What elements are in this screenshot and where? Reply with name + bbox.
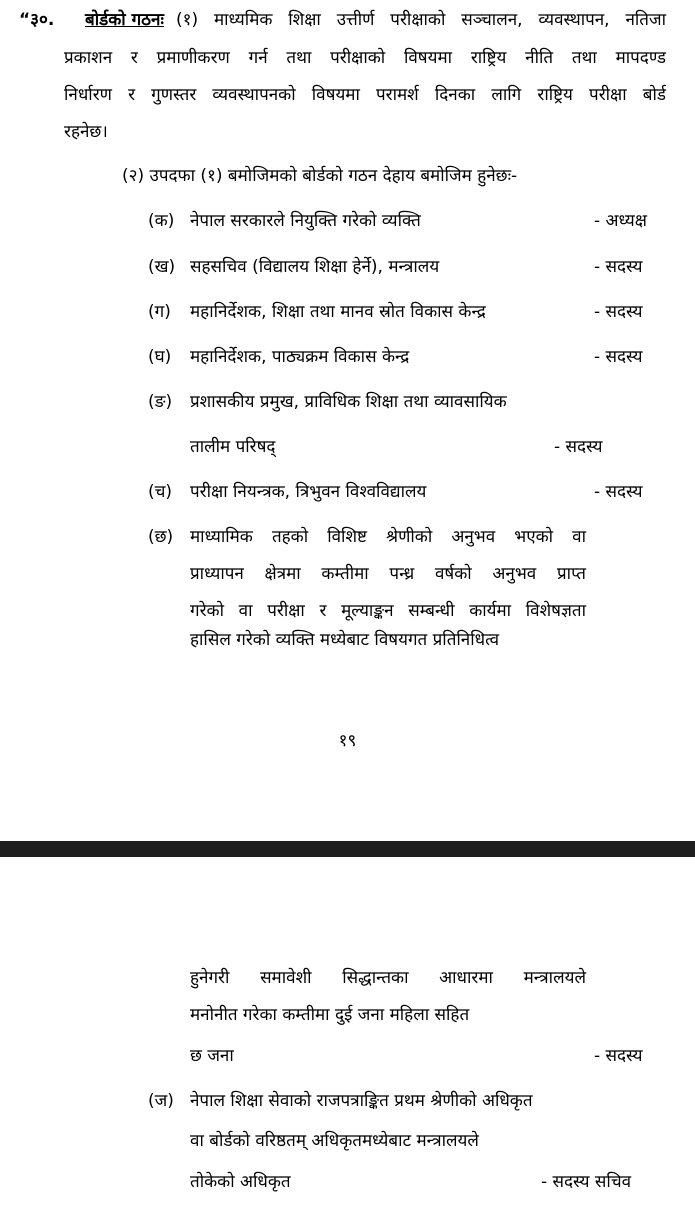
member-text: प्रशासकीय प्रमुख, प्राविधिक शिक्षा तथा व्यावसायिक: [190, 392, 507, 412]
page-divider: [0, 841, 695, 857]
member-label: (ङ): [148, 392, 173, 412]
member-role: - सदस्य: [594, 302, 643, 322]
member-label: (ज): [148, 1091, 174, 1111]
member-label: (क): [148, 211, 175, 231]
section-text-line-3: निर्धारण र गुणस्तर व्यवस्थापनको विषयमा परामर्श दिनका लागि राष्ट्रिय परीक्षा बोर्ड: [64, 85, 666, 105]
member-text: वा बोर्डको वरिष्ठतम् अधिकृतमध्येबाट मन्त्रालयले: [190, 1131, 479, 1151]
member-role: - सदस्य: [554, 437, 603, 457]
member-text: नेपाल सरकारले नियुक्ति गरेको व्यक्ति: [190, 211, 421, 231]
member-role: - सदस्य: [594, 1046, 643, 1066]
continuation-text: हुनेगरी समावेशी सिद्धान्तका आधारमा मन्त्रालयले: [190, 968, 586, 988]
member-label: (ख): [148, 257, 176, 277]
member-text: तालीम परिषद्: [190, 437, 276, 457]
member-text: नेपाल शिक्षा सेवाको राजपत्राङ्कित प्रथम श्रेणीको अधिकृत: [190, 1091, 533, 1111]
member-text: परीक्षा नियन्त्रक, त्रिभुवन विश्वविद्यालय: [190, 482, 427, 502]
section-text-line-4: रहनेछ।: [64, 122, 108, 142]
member-text: तोकेको अधिकृत: [190, 1172, 291, 1192]
page-number: १९: [338, 731, 357, 751]
member-text: माध्यामिक तहको विशिष्ट श्रेणीको अनुभव भएको वा: [190, 527, 586, 547]
subsection-2: (२) उपदफा (१) बमोजिमको बोर्डको गठन देहाय बमोजिम हुनेछः-: [122, 166, 518, 186]
continuation-text: छ जना: [190, 1046, 234, 1066]
member-role: - सदस्य: [594, 482, 643, 502]
member-role: - सदस्य: [594, 347, 643, 367]
member-text: महानिर्देशक, शिक्षा तथा मानव स्रोत विकास केन्द्र: [190, 302, 486, 322]
member-role: - सदस्य सचिव: [541, 1172, 632, 1192]
member-role: - सदस्य: [594, 257, 643, 277]
member-role: - अध्यक्ष: [594, 211, 647, 231]
member-label: (घ): [148, 347, 172, 367]
member-label: (ग): [148, 302, 171, 322]
member-text: महानिर्देशक, पाठ्यक्रम विकास केन्द्र: [190, 347, 410, 367]
section-text-line-2: प्रकाशन र प्रमाणीकरण गर्न तथा परीक्षाको विषयमा राष्ट्रिय नीति तथा मापदण्ड: [64, 48, 666, 68]
member-label: (च): [148, 482, 173, 502]
member-text: हासिल गरेको व्यक्ति मध्येबाट विषयगत प्रतिनिधित्व: [190, 630, 500, 650]
section-number: “३०.: [19, 10, 55, 30]
section-heading: बोर्डको गठनः: [85, 10, 164, 30]
member-text: प्राध्यापन क्षेत्रमा कम्तीमा पन्ध्र वर्षको अनुभव प्राप्त: [190, 564, 586, 584]
member-text: गरेको वा परीक्षा र मूल्याङ्कन सम्बन्धी कार्यमा विशेषज्ञता: [190, 601, 586, 621]
continuation-text: मनोनीत गरेका कम्तीमा दुई जना महिला सहित: [190, 1005, 470, 1025]
member-label: (छ): [148, 527, 174, 547]
section-text-line-1: (१) माध्यमिक शिक्षा उत्तीर्ण परीक्षाको सञ्चालन, व्यवस्थापन, नतिजा: [176, 10, 666, 30]
member-text: सहसचिव (विद्यालय शिक्षा हेर्ने), मन्त्रालय: [190, 257, 440, 277]
